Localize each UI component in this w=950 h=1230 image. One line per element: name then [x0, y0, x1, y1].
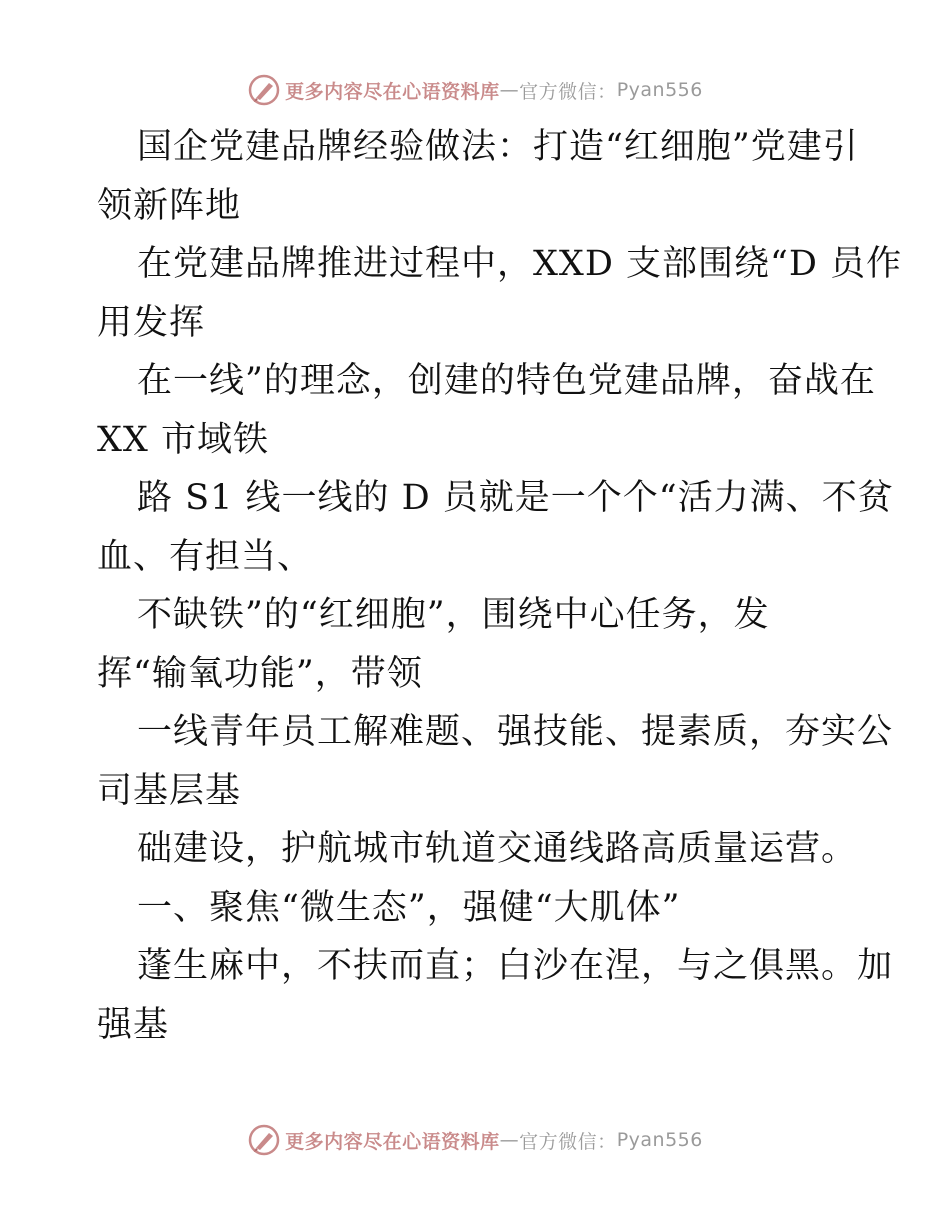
banner-dash: — [499, 79, 520, 101]
banner-right-text: 官方微信： [519, 1130, 617, 1153]
body-line: 用发挥 [97, 302, 206, 343]
footer-banner [0, 1122, 950, 1158]
banner-right-text: 官方微信： [519, 80, 617, 103]
body-line: 路 S1 线一线的 D 员就是一个个“活力满、不贫 [137, 478, 894, 518]
banner-account: Pyan556 [616, 1129, 703, 1151]
body-line: 在党建品牌推进过程中，XXD 支部围绕“D 员作 [137, 244, 903, 284]
body-line: 蓬生麻中，不扶而直；白沙在涅，与之俱黑。加 [137, 946, 894, 986]
banner-left-text: 更多内容尽在心语资料库 [285, 80, 500, 103]
body-line: 在一线”的理念，创建的特色党建品牌，奋战在 [137, 361, 876, 401]
section-heading: 一、聚焦“微生态”，强健“大肌体” [137, 887, 681, 928]
banner-dash: — [499, 1129, 520, 1151]
banner-left-text: 更多内容尽在心语资料库 [285, 1130, 500, 1153]
pen-logo-icon [247, 1123, 281, 1157]
body-line: XX 市域铁 [97, 419, 269, 460]
body-line: 一线青年员工解难题、强技能、提素质，夯实公 [137, 712, 894, 752]
pen-logo-icon [247, 73, 281, 107]
body-line: 不缺铁”的“红细胞”，围绕中心任务，发 [137, 595, 770, 635]
body-line: 司基层基 [97, 770, 242, 811]
body-line: 础建设，护航城市轨道交通线路高质量运营。 [137, 829, 858, 869]
banner-account: Pyan556 [616, 79, 703, 101]
body-line: 领新阵地 [97, 185, 242, 226]
document-body [97, 118, 903, 1054]
body-line: 国企党建品牌经验做法：打造“红细胞”党建引 [137, 127, 859, 167]
body-line: 强基 [97, 1004, 170, 1045]
body-line: 血、有担当、 [97, 536, 314, 577]
body-line: 挥“输氧功能”，带领 [97, 653, 423, 694]
header-banner [0, 72, 950, 108]
